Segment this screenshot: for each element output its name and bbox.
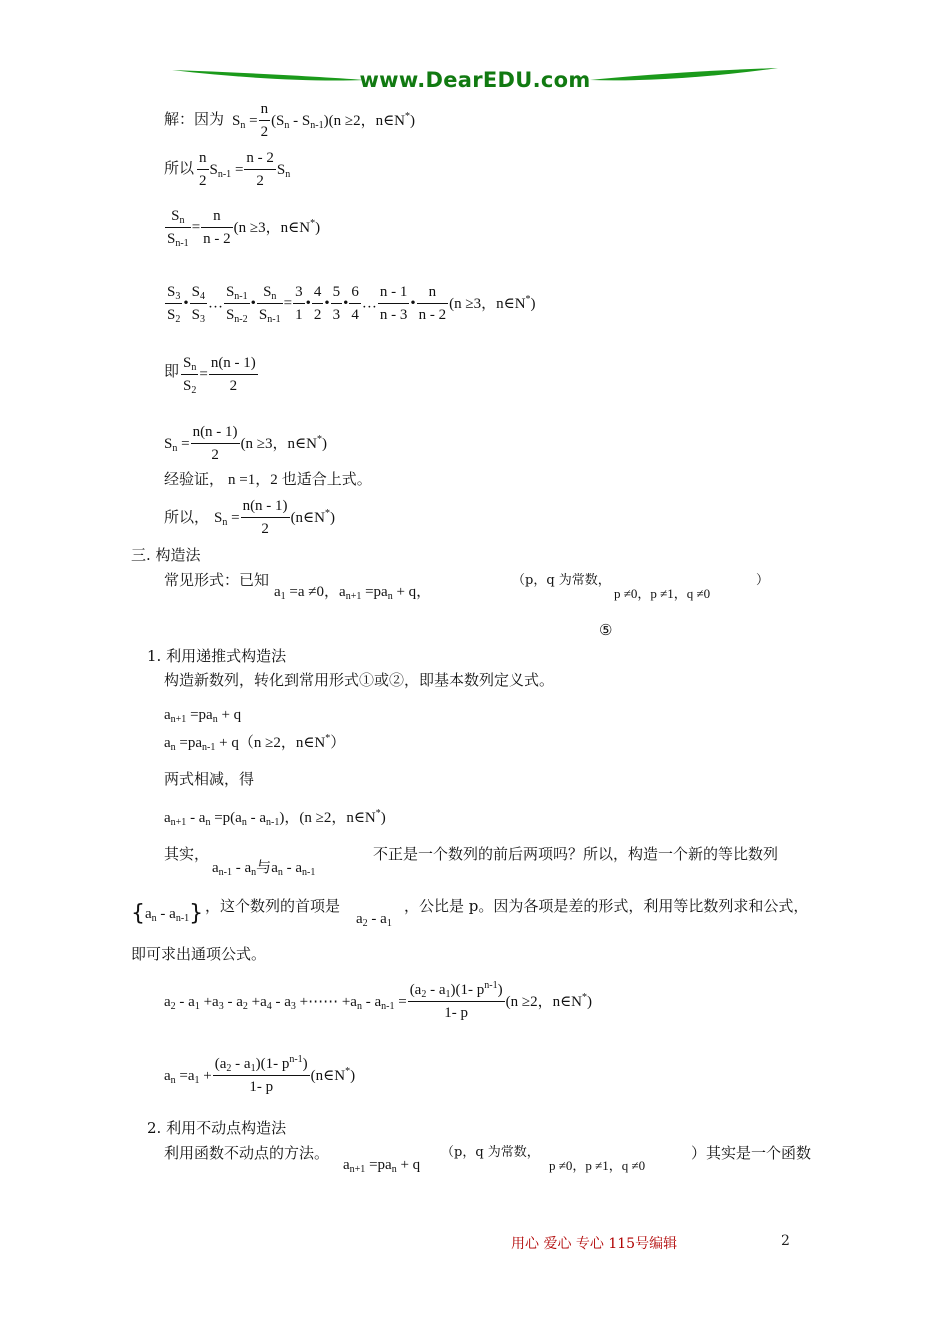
formula-fixed-point: $a_{n+1} =pa_n + q$: [343, 1157, 421, 1175]
formula-general-term: $a_n =a_1$ + $\frac{(a_2 - a_1)(1- p^{n-1})}{1- p}$ (n∈N*): [164, 1054, 356, 1096]
formula-recurrence-n-1: $a_n =pa_{n-1} + q(n \ge 2$，n∈N*）: [164, 733, 346, 753]
formula-consecutive-terms: $a_{n-1} - a_n$与$a_n - a_{n-1}$: [212, 858, 316, 878]
formula-first-term: $a_2 - a_1$: [356, 911, 392, 929]
namely-prefix: 即: [164, 362, 180, 380]
actually-suffix: 不正是一个数列的前后两项吗？所以，构造一个新的等比数列: [373, 845, 779, 863]
formula-new-sequence: $\{a_n - a_{n-1}\}$: [131, 901, 204, 926]
fixed-point-conditions: p ≠0，p ≠1，q ≠0: [549, 1158, 646, 1173]
formula-difference: $a_{n+1} - a_n =p(a_n - a_{n-1})$，(n ≥2，n∈N*): [164, 808, 386, 828]
formula-sn-result: $S_n$ = $\frac{n(n - 1)}{2}$ (n ≥3，n∈N*): [164, 424, 327, 464]
common-form-note: （p，q 为常数，: [512, 573, 611, 588]
subsection-2-desc: 利用函数不动点的方法。: [164, 1144, 330, 1162]
fixed-point-note: （p，q 为常数，: [441, 1145, 540, 1160]
subsection-2-heading: 2. 利用不动点构造法: [147, 1119, 287, 1137]
actually-prefix: 其实，: [164, 845, 210, 863]
common-form-close: ）: [756, 573, 770, 588]
formula-sn-ratio: $\frac{S_n}{S_{n-1}}$ = $\frac{n}{n - 2}$ (n ≥3，n∈N*): [167, 208, 321, 250]
formula-sn-final: $S_n$ = $\frac{n(n - 1)}{2}$ (n∈N*): [214, 498, 335, 538]
subtract-text: 两式相减，得: [164, 770, 255, 788]
sequence-ratio-text: ，公比是 p。因为各项是差的形式，利用等比数列求和公式，: [404, 897, 809, 915]
common-form-label: 常见形式：已知: [164, 571, 270, 589]
solution-prefix: 解：因为: [164, 110, 225, 128]
verification-line: 经验证， n =1，2 也适合上式。: [164, 470, 372, 488]
formula-telescoping-sum: $a_2 - a_1 +a_3 - a_2 +a_4 - a_3$ +⋯⋯ $+a_n - a_{n-1}$ = $\frac{(a_2 - a_1)(1- p^{n-1})}{1- p}$ (n ≥2，n∈N*): [164, 980, 593, 1022]
subsection-1-heading: 1. 利用递推式构造法: [147, 647, 287, 665]
formula-recurrence-n: $a_{n+1} =pa_n + q$: [164, 707, 242, 725]
formula-sn-over-s2: $\frac{S_n}{S_2}$ = $\frac{n(n - 1)}{2}$: [183, 355, 256, 397]
page-number: 2: [781, 1233, 790, 1249]
header-logo-text: www.DearEDU.com: [359, 68, 591, 92]
footer-editor-credit: 用心 爱心 专心 115号编辑: [511, 1236, 678, 1252]
formula-common-form: $a_1 =a \ne 0$，$a_{n+1} =pa_n + q$，: [274, 584, 432, 602]
sequence-conclusion: 即可求出通项公式。: [131, 945, 267, 963]
common-form-conditions: p ≠0，p ≠1，q ≠0: [614, 586, 711, 601]
section-3-heading: 三. 构造法: [131, 546, 201, 564]
sequence-first-term-text: ，这个数列的首项是: [205, 897, 341, 915]
formula-sn-relation: $\frac{n}{2}$ $S_{n-1}$ = $\frac{n - 2}{2}$ $S_n$: [199, 150, 291, 190]
formula-sn-recurrence: $S_n$ = $\frac{n}{2}$ $(S_n - S_{n-1})(n \ge 2$，n∈N*): [232, 101, 416, 141]
equation-marker-5: ⑤: [599, 621, 613, 639]
fixed-point-suffix: ）其实是一个函数: [691, 1144, 812, 1162]
subsection-1-desc: 构造新数列，转化到常用形式①或②，即基本数列定义式。: [164, 671, 555, 689]
solution-line-1: [164, 112, 224, 127]
so-prefix: 所以: [164, 159, 195, 177]
formula-product-telescoping: $\frac{S_3}{S_2}$ • $\frac{S_4}{S_3}$ … $\frac{S_{n-1}}{S_{n-2}}$ • $\frac{S_n}{S_{n-1}}$ = $\frac{3}{1}$ • $\frac{4}{2}$ • $\frac{5}{3}$ • $\frac{6}{4}$ … $\frac{n - 1}{n - 3}$ • $\frac{n}{n - 2}$ (n ≥3，n∈N*): [167, 284, 536, 326]
therefore-prefix: 所以，: [164, 508, 210, 526]
